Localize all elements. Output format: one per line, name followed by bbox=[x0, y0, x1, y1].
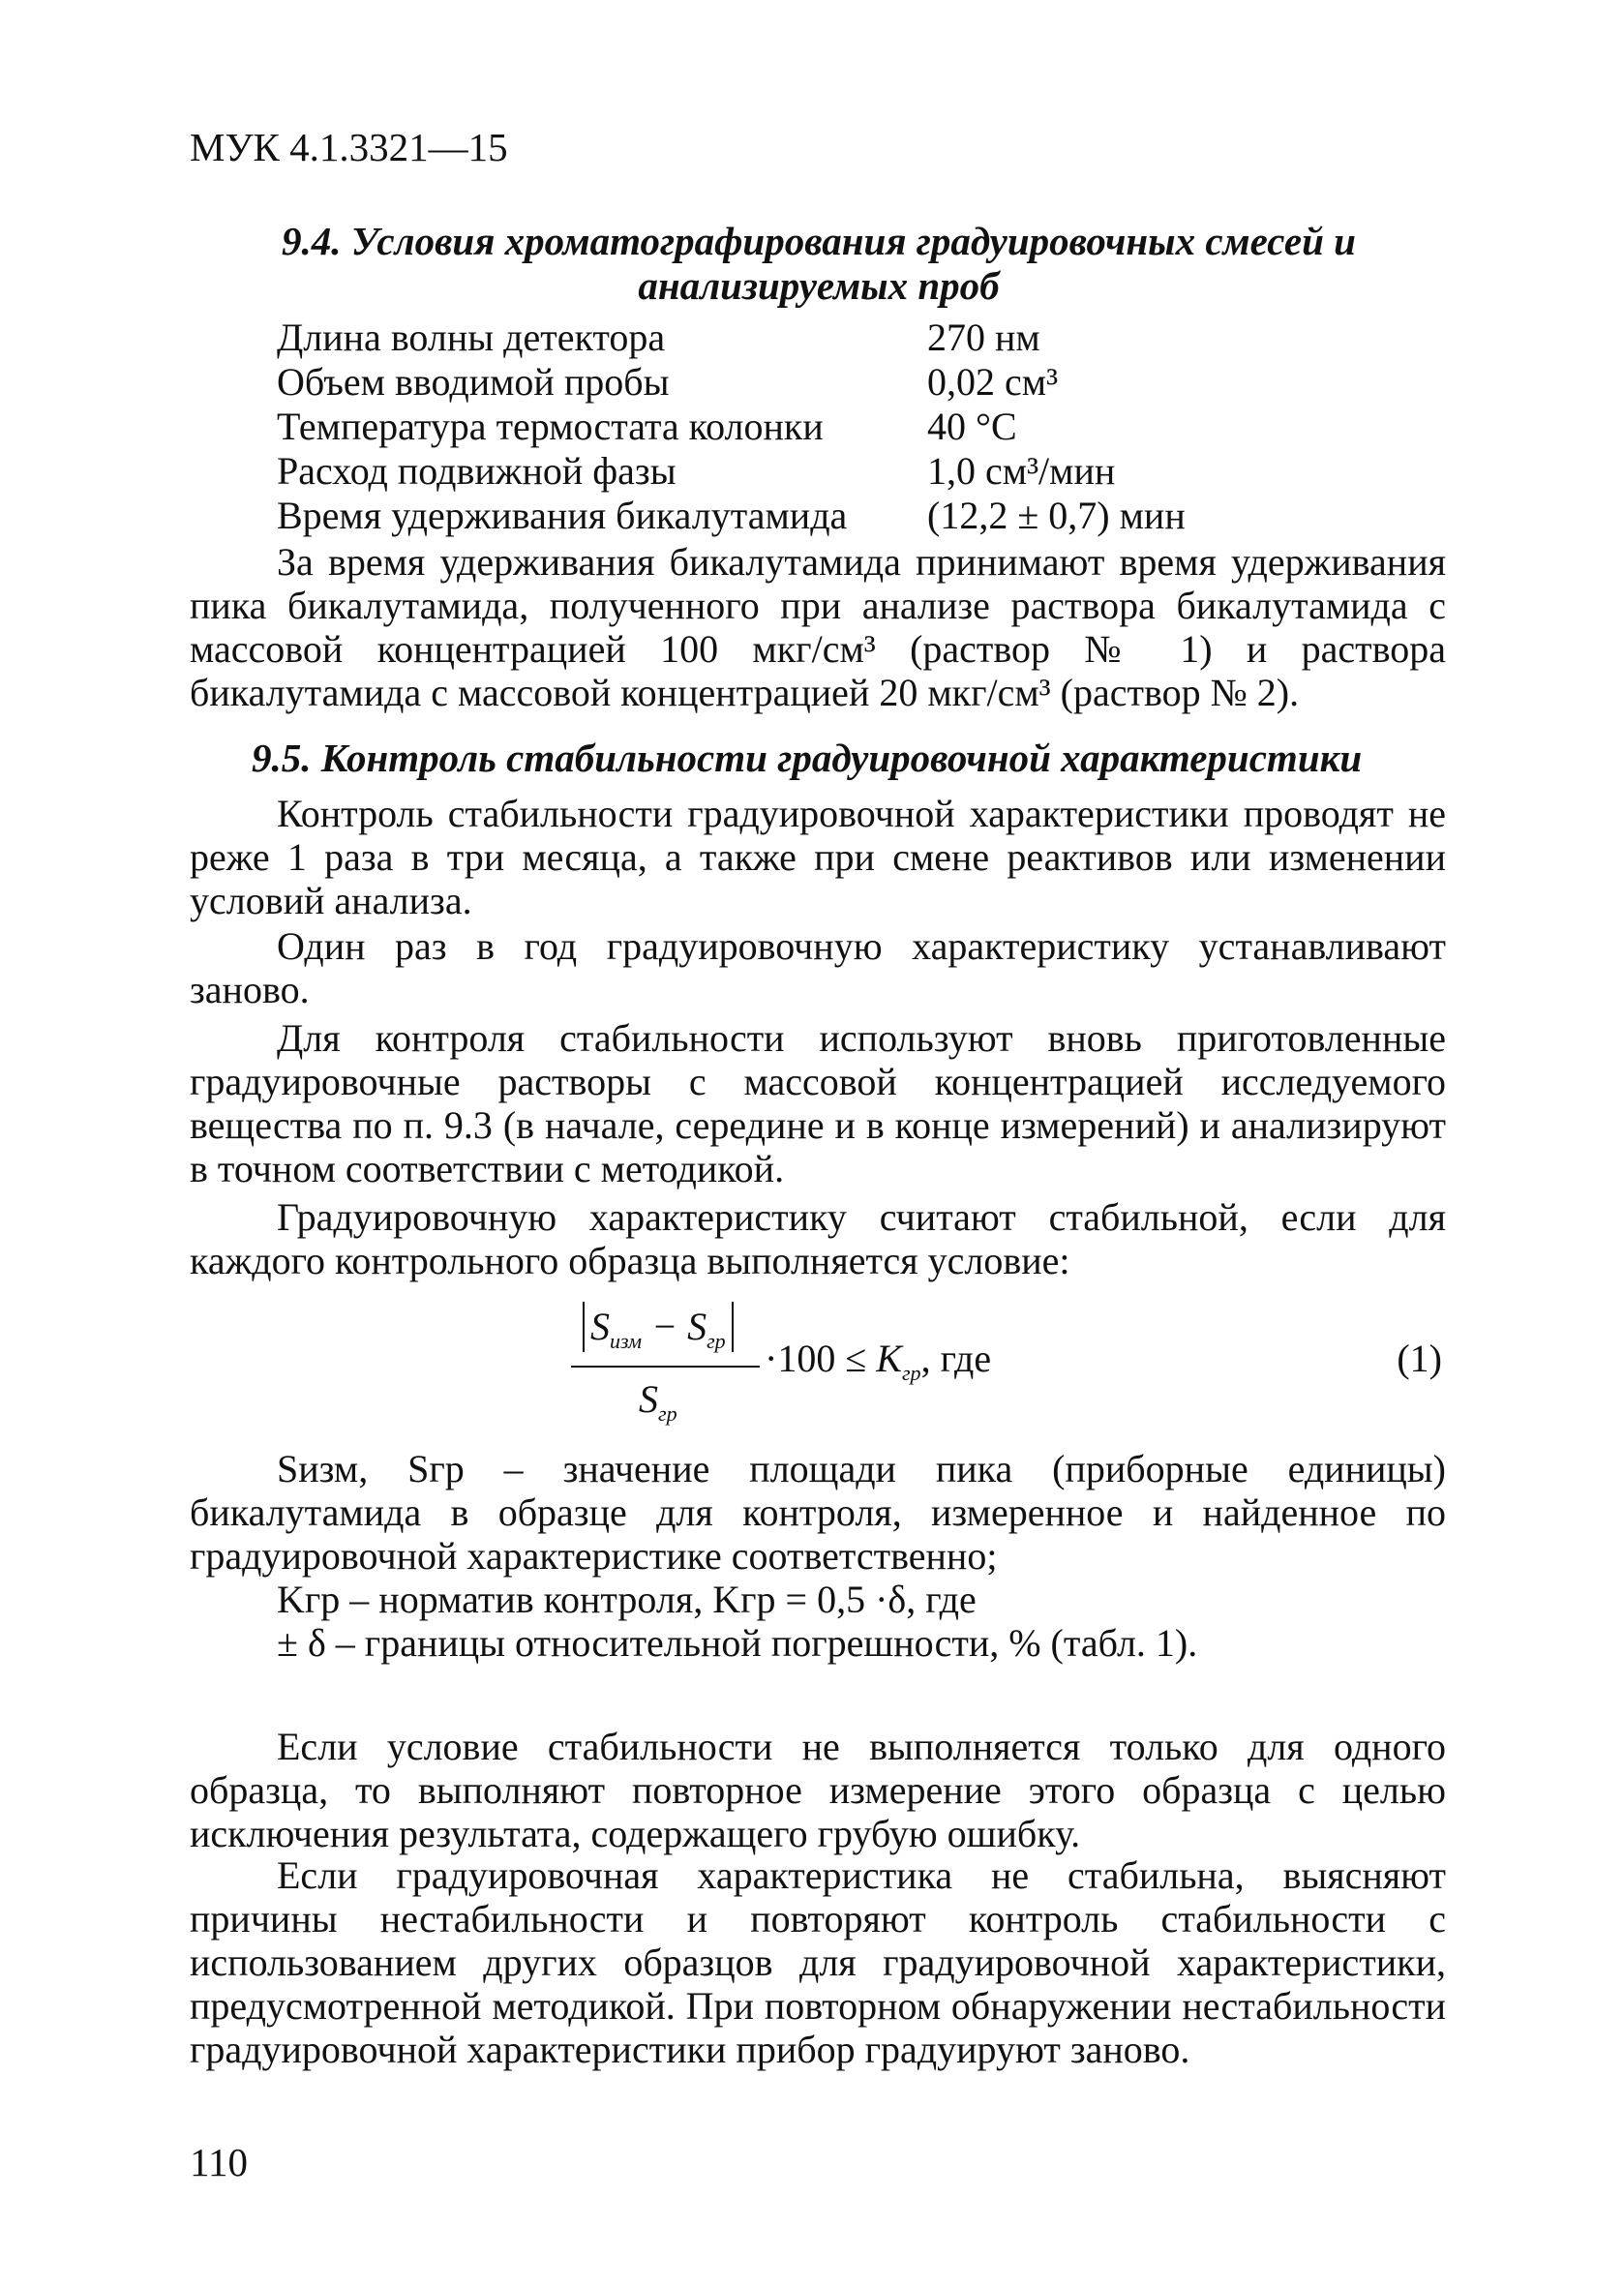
param-row bbox=[277, 360, 1438, 405]
param-value: 40 °С bbox=[927, 405, 1017, 448]
formula-minus: − bbox=[642, 1305, 688, 1348]
stability-condition-paragraph bbox=[190, 1195, 1446, 1282]
paragraph-text: Контроль стабильности градуировочной характеристики проводят не реже 1 раза в три месяца, а также при смене реактивов или изменении условий анализа. bbox=[190, 792, 1446, 922]
stability-frequency-paragraph bbox=[190, 792, 1446, 922]
paragraph-text: Для контроля стабильности используют вновь приготовленные градуировочные растворы с массовой концентрацией исследуемого вещества по п. 9.3 (в начале, середине и в конце измерений) и анализируют в точном соответствии с методикой. bbox=[190, 1016, 1446, 1190]
formula-numerator bbox=[583, 1302, 734, 1352]
param-row bbox=[277, 494, 1438, 538]
formula-sub-calib: гр bbox=[707, 1329, 726, 1353]
annual-recalibration-paragraph bbox=[190, 924, 1446, 1011]
param-label: Объем вводимой пробы bbox=[277, 360, 670, 404]
paragraph-text: Если градуировочная характеристика не стабильна, выясняют причины нестабильности и повторяют контроль стабильности с использованием других образцов для градуировочной характеристики, предусмотренной методикой. При повторном обнаружении нестабильности градуировочной характеристики прибор градуируют заново. bbox=[190, 1853, 1446, 2071]
definition-s: Sизм, Sгр – значение площади пика (приборные единицы) бикалутамида в образце для контроля, измеренное и найденное по градуировочной характеристике соответственно; bbox=[190, 1447, 1446, 1578]
formula-definitions bbox=[190, 1447, 1446, 1665]
paragraph-text: Если условие стабильности не выполняется только для одного образца, то выполняют повторное измерение этого образца с целью исключения результата, содержащего грубую ошибку. bbox=[190, 1725, 1446, 1855]
equation-number: (1) bbox=[1397, 1337, 1442, 1380]
section-9-5-title: 9.5. Контроль стабильности градуировочной характеристики bbox=[252, 736, 1363, 780]
unstable-calibration-paragraph bbox=[190, 1853, 1446, 2071]
formula-rhs-prefix: ·100 ≤ bbox=[765, 1337, 877, 1380]
definition-delta: ± δ – границы относительной погрешности, % (табл. 1). bbox=[277, 1621, 1198, 1665]
formula-right-side bbox=[765, 1337, 992, 1385]
param-row bbox=[277, 405, 1438, 449]
param-value: 1,0 см³/мин bbox=[927, 449, 1116, 493]
paragraph-text: Один раз в год градуировочную характеристику устанавливают заново. bbox=[190, 924, 1446, 1011]
section-9-4-title bbox=[190, 219, 1448, 308]
param-label: Время удерживания бикалутамида bbox=[277, 494, 848, 537]
document-code-header: МУК 4.1.3321—15 bbox=[190, 125, 508, 169]
param-value: 270 нм bbox=[927, 316, 1040, 359]
formula-rhs-suffix: , где bbox=[920, 1337, 992, 1380]
param-row bbox=[277, 449, 1438, 494]
paragraph-text: Градуировочную характеристику считают стабильной, если для каждого контрольного образца выполняется условие: bbox=[190, 1195, 1446, 1282]
param-value: (12,2 ± 0,7) мин bbox=[927, 494, 1186, 537]
formula-denominator bbox=[639, 1377, 677, 1426]
formula-k: K bbox=[876, 1337, 902, 1380]
formula-s-calib: S bbox=[687, 1305, 707, 1348]
paragraph-text: За время удерживания бикалутамида принимают время удерживания пика бикалутамида, полученного при анализе раствора бикалутамида с массовой концентрацией 100 мкг/см³ (раствор № 1) и раствора бикалутамида с массовой концентрацией 20 мкг/см³ (раствор № 2). bbox=[190, 540, 1446, 714]
param-label: Длина волны детектора bbox=[277, 316, 666, 359]
section-9-4-title-line1: 9.4. Условия хроматографирования градуировочных смесей и bbox=[281, 219, 1356, 263]
param-row bbox=[277, 316, 1438, 360]
page-number: 110 bbox=[190, 2140, 248, 2184]
stability-solutions-paragraph bbox=[190, 1016, 1446, 1190]
retention-time-paragraph bbox=[190, 540, 1446, 714]
single-sample-failure-paragraph bbox=[190, 1725, 1446, 1855]
fraction-bar bbox=[571, 1366, 760, 1368]
param-label: Температура термостата колонки bbox=[277, 405, 824, 448]
param-value: 0,02 см³ bbox=[927, 360, 1059, 404]
section-9-4-title-line2: анализируемых проб bbox=[638, 263, 1000, 308]
formula-den-sub: гр bbox=[658, 1401, 677, 1426]
formula-den-s: S bbox=[639, 1377, 658, 1421]
formula-s-measured: S bbox=[590, 1305, 610, 1348]
formula-sub-measured: изм bbox=[610, 1329, 643, 1353]
formula-k-sub: гр bbox=[901, 1361, 921, 1385]
definition-k: Kгр – норматив контроля, Kгр = 0,5 ·δ, где bbox=[277, 1578, 977, 1621]
chromatography-parameters bbox=[277, 316, 1438, 538]
param-label: Расход подвижной фазы bbox=[277, 449, 677, 493]
stability-formula bbox=[571, 1302, 1442, 1437]
